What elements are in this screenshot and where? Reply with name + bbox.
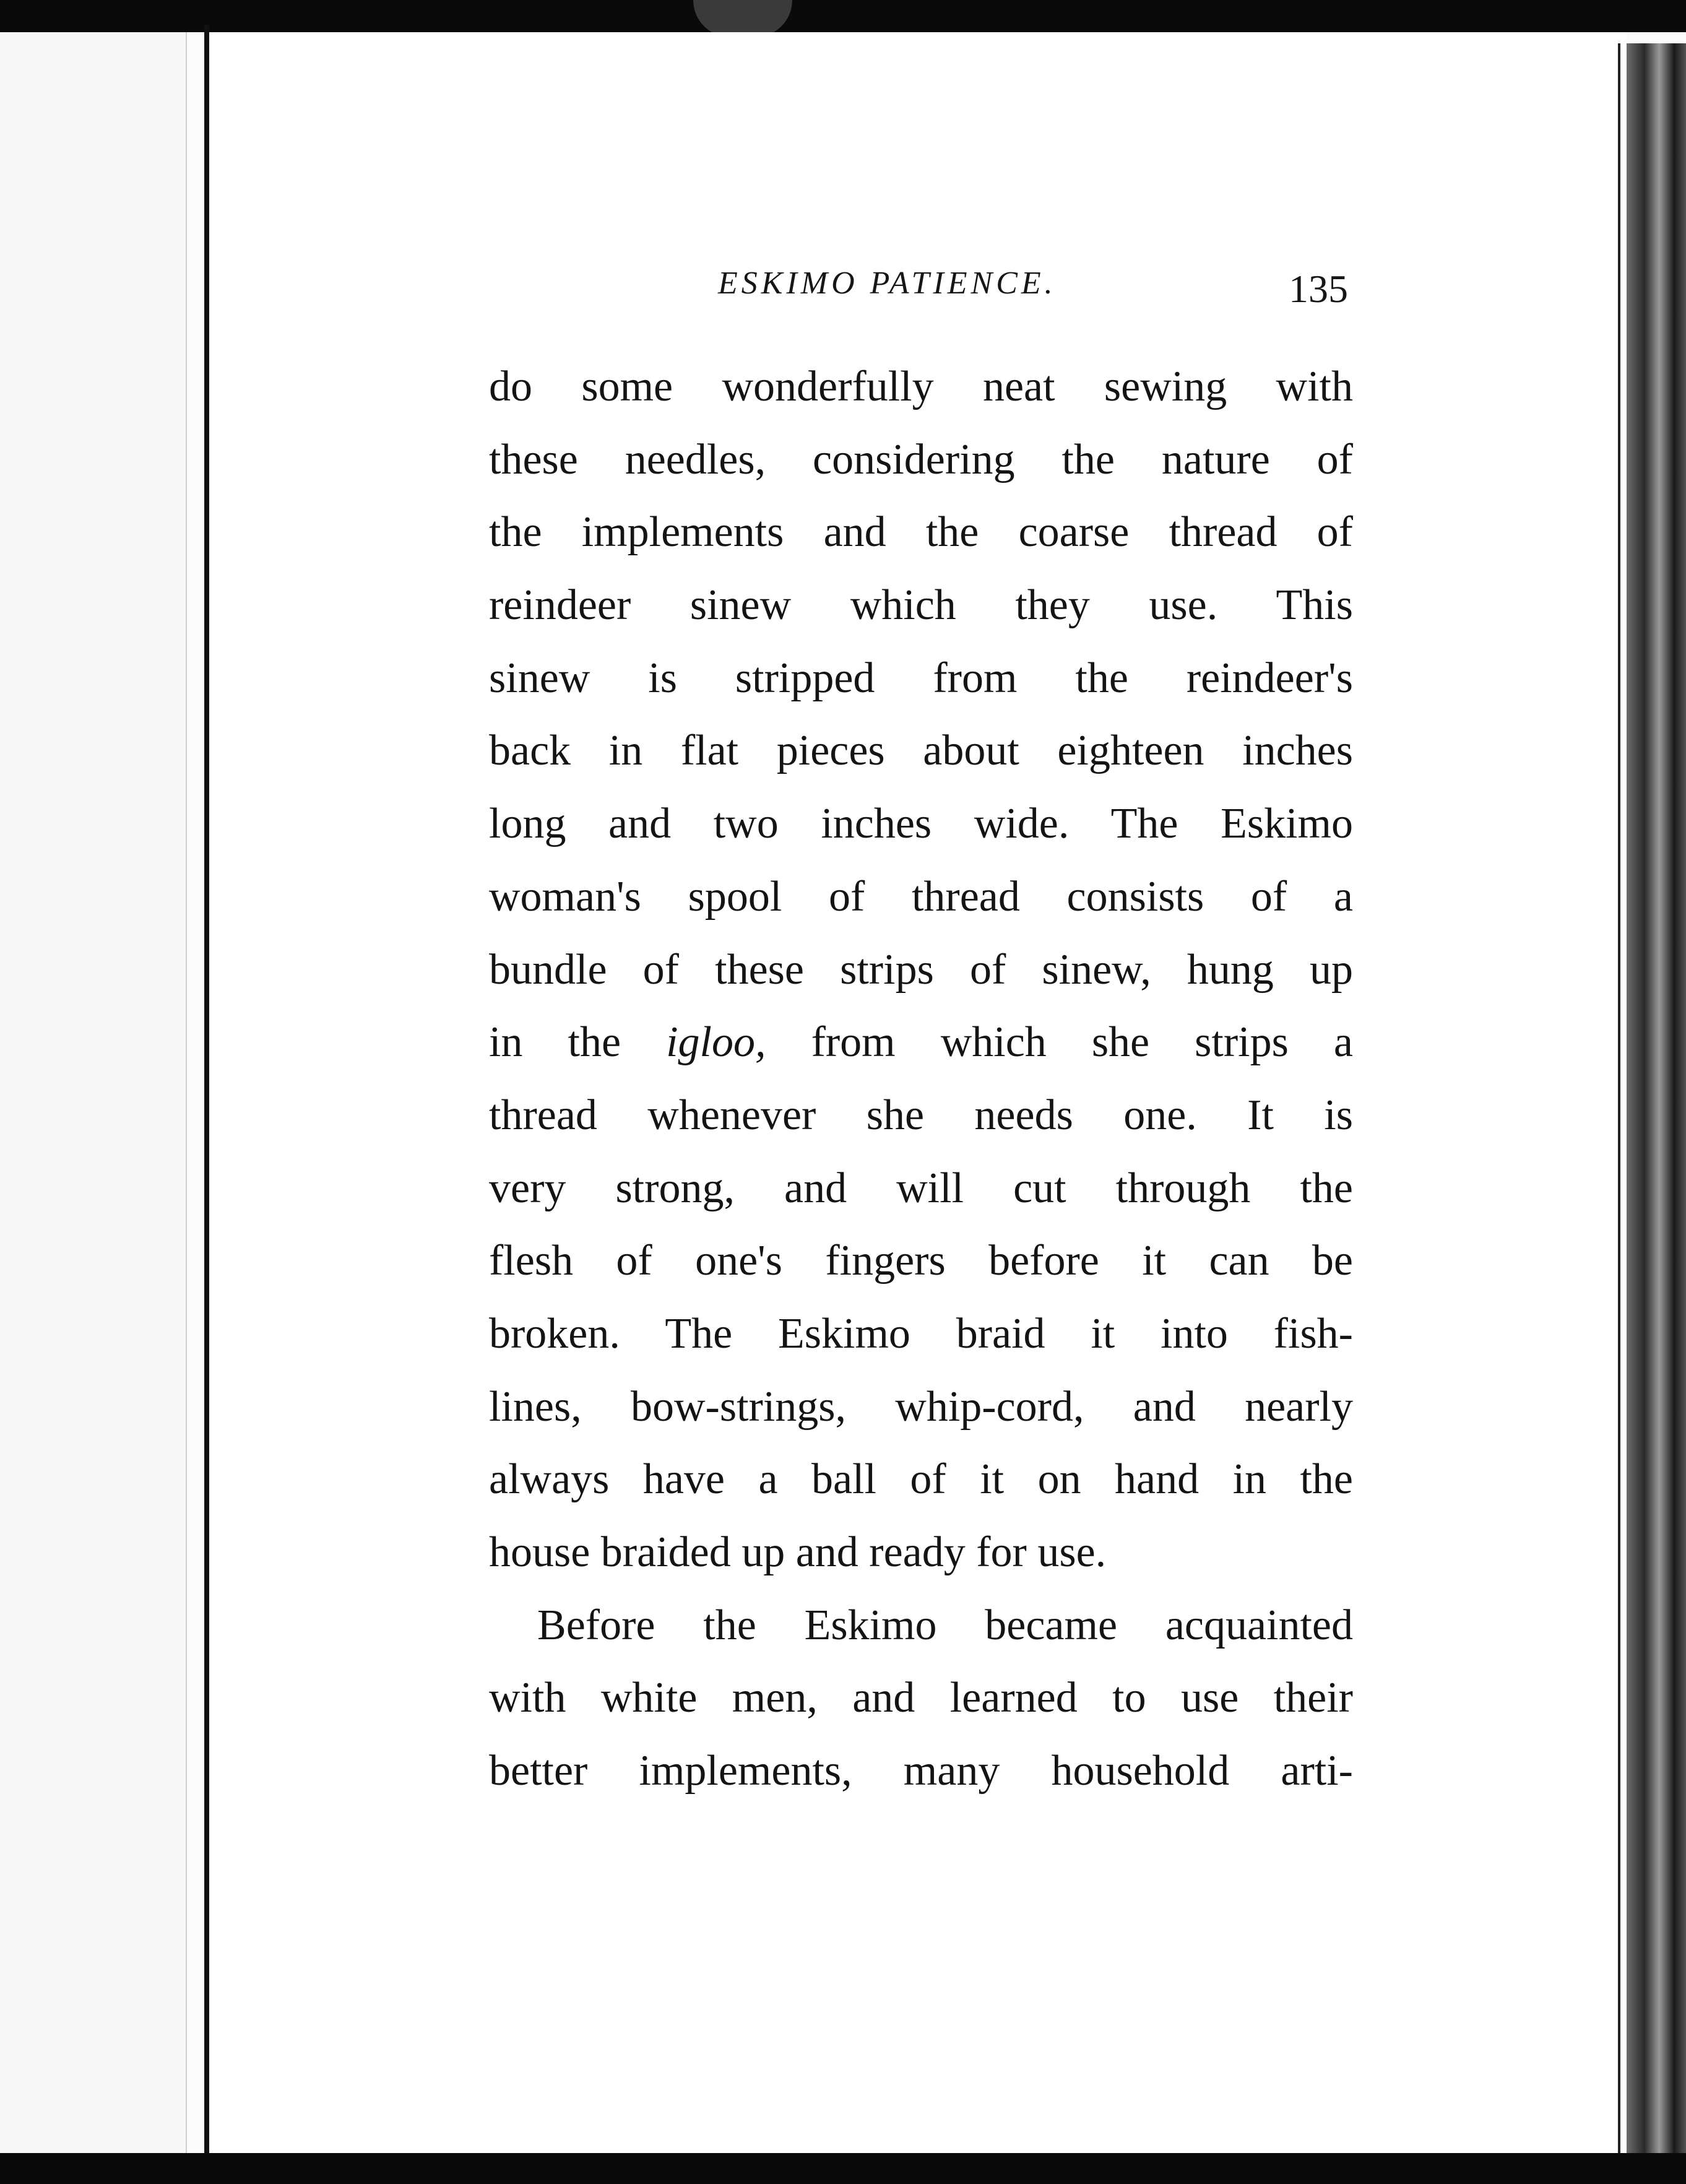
text-line: lines, bow-strings, whip-cord, and nearly xyxy=(489,1382,1353,1431)
text-fragment: in the xyxy=(489,1018,621,1067)
italic-word: igloo, xyxy=(666,1018,766,1067)
text-line: always have a ball of it on hand in the xyxy=(489,1455,1353,1504)
text-line: do some wonderfully neat sewing with xyxy=(489,363,1353,410)
text-line: very strong, and will cut through the xyxy=(489,1164,1353,1212)
scan-top-border xyxy=(0,0,1686,32)
book-fore-edge xyxy=(1627,43,1686,2153)
book-gutter xyxy=(204,25,209,2154)
text-line: thread whenever she needs one. It is xyxy=(489,1091,1353,1139)
text-line-with-italic xyxy=(489,1006,1353,1079)
text-line: the implements and the coarse thread of xyxy=(489,508,1353,557)
scan-bottom-border xyxy=(0,2153,1686,2184)
text-line: these needles, considering the nature of xyxy=(489,435,1353,483)
page-edge-line xyxy=(1618,43,1620,2153)
text-line: with white men, and learned to use their xyxy=(489,1674,1353,1722)
text-line: house braided up and ready for use. xyxy=(489,1528,1107,1576)
text-line: back in flat pieces about eighteen inches xyxy=(489,727,1353,775)
text-line: sinew is stripped from the reindeer's xyxy=(489,654,1353,702)
body-text xyxy=(489,350,1353,1808)
text-line: flesh of one's fingers before it can be xyxy=(489,1237,1353,1285)
text-fragment: from which she strips a xyxy=(811,1018,1354,1067)
text-line: woman's spool of thread consists of a xyxy=(489,872,1353,921)
text-line: broken. The Eskimo braid it into fish- xyxy=(489,1309,1353,1358)
text-line: reindeer sinew which they use. This xyxy=(489,581,1353,630)
text-line: bundle of these strips of sinew, hung up xyxy=(489,945,1353,994)
page-number: 135 xyxy=(1289,267,1348,311)
running-head-title: ESKIMO PATIENCE. xyxy=(718,266,1057,301)
text-line: better implements, many household arti- xyxy=(489,1747,1353,1795)
text-line: long and two inches wide. The Eskimo xyxy=(489,800,1353,848)
facing-page-edge xyxy=(0,32,187,2153)
text-line: Before the Eskimo became acquainted xyxy=(537,1601,1353,1649)
